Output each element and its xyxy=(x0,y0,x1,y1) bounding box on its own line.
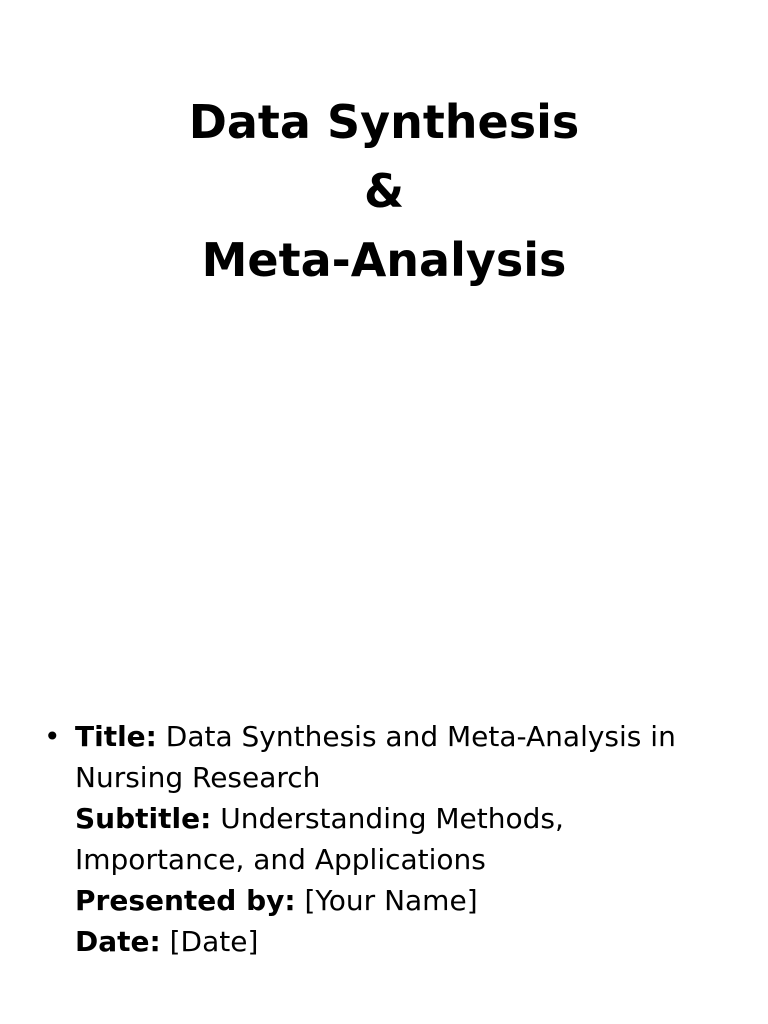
content-list xyxy=(40,716,700,962)
title-value-part-1: Data Synthesis and Meta-Analysis in xyxy=(165,720,676,753)
title-row xyxy=(75,716,700,757)
subtitle-label: Subtitle: xyxy=(75,802,212,835)
title-value-part-2: Nursing Research xyxy=(75,761,321,794)
date-value: [Date] xyxy=(169,925,259,958)
title-line-3: Meta-Analysis xyxy=(201,233,567,287)
list-item xyxy=(40,716,700,962)
presenter-value: [Your Name] xyxy=(304,884,478,917)
title-line-1: Data Synthesis xyxy=(188,95,580,149)
title-label: Title: xyxy=(75,720,157,753)
subtitle-value-part-2: Importance, and Applications xyxy=(75,843,486,876)
date-label: Date: xyxy=(75,925,161,958)
title-line-2: & xyxy=(363,164,405,218)
subtitle-row xyxy=(75,798,700,839)
presenter-row xyxy=(75,880,700,921)
presenter-label: Presented by: xyxy=(75,884,296,917)
date-row xyxy=(75,921,700,962)
bullet-icon: • xyxy=(44,720,61,753)
subtitle-value-part-1: Understanding Methods, xyxy=(220,802,564,835)
slide-title xyxy=(0,88,768,295)
